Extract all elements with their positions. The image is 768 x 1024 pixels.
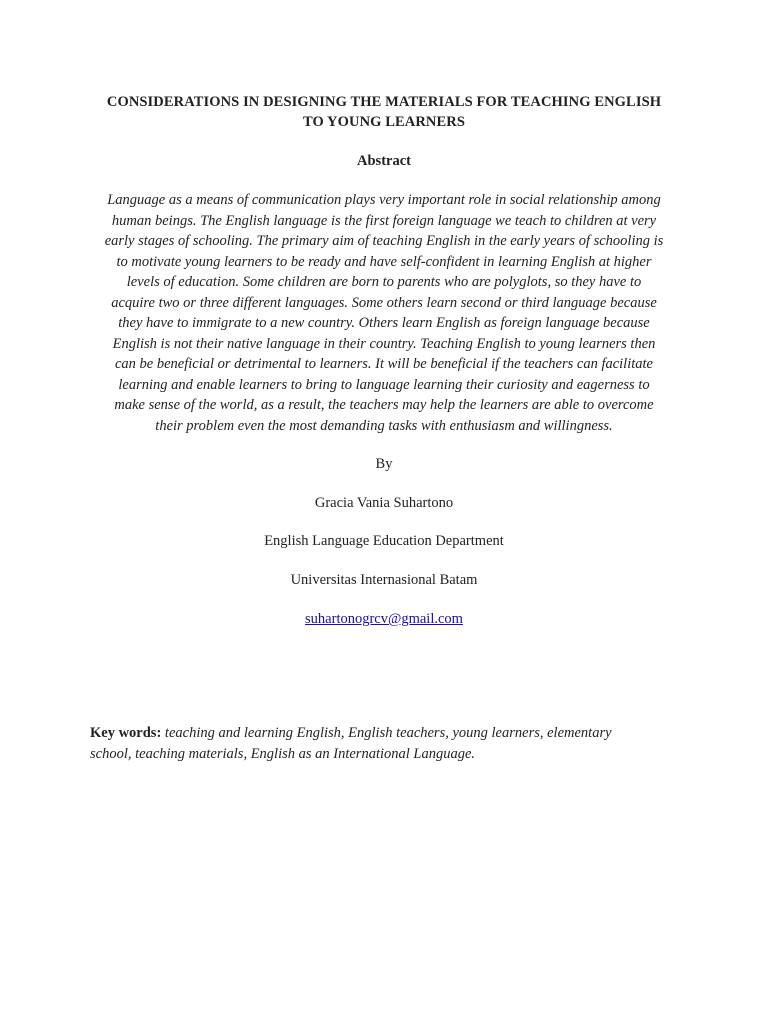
keywords-text-1: teaching and learning English, English teachers, young learners, elementary (161, 725, 612, 741)
keywords-line-1 (90, 723, 690, 744)
abstract-line: they have to immigrate to a new country. Others learn English as foreign language because (118, 315, 650, 331)
by-label: By (375, 456, 393, 472)
author-university: Universitas Internasional Batam (290, 572, 478, 588)
author-name: Gracia Vania Suhartono (314, 495, 454, 511)
abstract-line: learning and enable learners to bring to language learning their curiosity and eagerness to (118, 376, 650, 393)
author-department: English Language Education Department (264, 533, 504, 549)
abstract-line: their problem even the most demanding tasks with enthusiasm and willingness. (155, 417, 613, 434)
abstract-body (80, 190, 688, 436)
abstract-line: make sense of the world, as a result, the teachers may help the learners are able to overcome (114, 397, 654, 413)
keywords-block (90, 723, 690, 765)
keywords-text-2: school, teaching materials, English as an International Language. (90, 746, 476, 762)
paper-title-line-2: TO YOUNG LEARNERS (302, 114, 466, 130)
abstract-heading: Abstract (357, 153, 411, 169)
abstract-line: can be beneficial or detrimental to learners. It will be beneficial if the teachers can facilitate (115, 356, 653, 372)
author-email-link[interactable]: suhartonogrcv@gmail.com (305, 611, 463, 627)
abstract-line: early stages of schooling. The primary aim of teaching English in the early years of schooling is (104, 233, 664, 249)
author-email-row (80, 609, 688, 629)
abstract-line: levels of education. Some children are born to parents who are polyglots, so they have to (126, 274, 642, 290)
paper-title (80, 92, 688, 132)
keywords-label: Key words: (90, 725, 162, 741)
paper-title-line-1: CONSIDERATIONS IN DESIGNING THE MATERIALS FOR TEACHING ENGLISH (106, 94, 662, 110)
abstract-line: Language as a means of communication plays very important role in social relationship among (107, 192, 661, 208)
abstract-line: English is not their native language in their country. Teaching English to young learners then (112, 335, 656, 352)
abstract-line: to motivate young learners to be ready and have self-confident in learning English at higher (116, 253, 652, 270)
abstract-line: human beings. The English language is the first foreign language we teach to children at very (111, 212, 657, 229)
abstract-line: acquire two or three different languages. Some others learn second or third language because (111, 294, 657, 311)
